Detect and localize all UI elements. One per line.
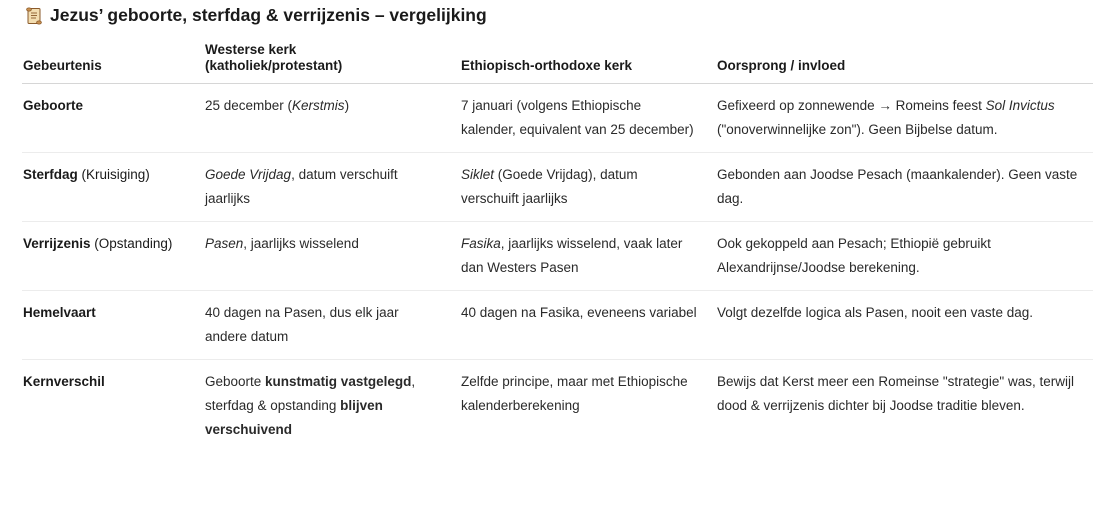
ethiopian-text: Zelfde principe, maar met Ethiopische kalenderberekening bbox=[461, 374, 688, 413]
cell-western bbox=[204, 222, 460, 291]
western-text: 40 dagen na Pasen, dus elk jaar andere datum bbox=[205, 305, 399, 344]
ethiopian-emphasis: Fasika bbox=[461, 236, 501, 251]
header-event: Gebeurtenis bbox=[22, 40, 204, 84]
cell-event bbox=[22, 291, 204, 360]
event-subtitle: (Opstanding) bbox=[90, 236, 173, 251]
cell-event bbox=[22, 153, 204, 222]
western-emphasis: Kerstmis bbox=[292, 98, 345, 113]
cell-ethiopian bbox=[460, 291, 716, 360]
header-origin: Oorsprong / invloed bbox=[716, 40, 1093, 84]
comparison-table bbox=[22, 40, 1093, 452]
cell-western bbox=[204, 84, 460, 153]
table-row bbox=[22, 153, 1093, 222]
table-header-row bbox=[22, 40, 1093, 84]
cell-western bbox=[204, 360, 460, 453]
ethiopian-text: 7 januari (volgens Ethiopische kalender, equivalent van 25 december) bbox=[461, 98, 694, 137]
cell-ethiopian bbox=[460, 360, 716, 453]
origin-text: Gefixeerd op zonnewende → Romeins feest bbox=[717, 98, 986, 113]
event-name: Geboorte bbox=[23, 98, 84, 113]
cell-ethiopian bbox=[460, 84, 716, 153]
origin-text: Gebonden aan Joodse Pesach (maankalender). Geen vaste dag. bbox=[717, 167, 1078, 206]
western-emphasis: Pasen bbox=[205, 236, 244, 251]
page-title-text: Jezus’ geboorte, sterfdag & verrijzenis – vergelijking bbox=[50, 5, 487, 25]
origin-text: Ook gekoppeld aan Pesach; Ethiopië gebruikt Alexandrijnse/Joodse berekening. bbox=[717, 236, 991, 275]
cell-origin bbox=[716, 153, 1093, 222]
cell-ethiopian bbox=[460, 153, 716, 222]
cell-origin bbox=[716, 84, 1093, 153]
western-text-mid: , sterfdag & opstanding bbox=[205, 374, 416, 413]
scroll-icon bbox=[24, 6, 44, 26]
header-ethiopian-church: Ethiopisch-orthodoxe kerk bbox=[460, 40, 716, 84]
cell-origin bbox=[716, 291, 1093, 360]
table-row bbox=[22, 222, 1093, 291]
header-western-line2: (katholiek/protestant) bbox=[205, 58, 343, 73]
cell-event bbox=[22, 84, 204, 153]
cell-western bbox=[204, 291, 460, 360]
origin-text: Bewijs dat Kerst meer een Romeinse "strategie" was, terwijl dood & verrijzenis dichter bij Joodse traditie bleven. bbox=[717, 374, 1074, 413]
table-row bbox=[22, 291, 1093, 360]
origin-text-end: ("onoverwinnelijke zon"). Geen Bijbelse datum. bbox=[717, 122, 998, 137]
event-name: Hemelvaart bbox=[23, 305, 96, 320]
header-western-church bbox=[204, 40, 460, 84]
western-text: , jaarlijks wisselend bbox=[243, 236, 359, 251]
header-western-line1: Westerse kerk bbox=[205, 42, 297, 57]
western-text: , datum verschuift jaarlijks bbox=[205, 167, 398, 206]
cell-origin bbox=[716, 360, 1093, 453]
event-name: Sterfdag bbox=[23, 167, 78, 182]
western-text-end: ) bbox=[344, 98, 350, 113]
ethiopian-text: 40 dagen na Fasika, eveneens variabel bbox=[461, 305, 697, 320]
table-row bbox=[22, 360, 1093, 453]
page-title bbox=[24, 5, 487, 26]
ethiopian-text: (Goede Vrijdag), datum verschuift jaarlijks bbox=[461, 167, 638, 206]
origin-emphasis: Sol Invictus bbox=[985, 98, 1055, 113]
cell-event bbox=[22, 360, 204, 453]
western-bold-1: kunstmatig vastgelegd bbox=[265, 374, 412, 389]
event-name: Verrijzenis bbox=[23, 236, 91, 251]
cell-origin bbox=[716, 222, 1093, 291]
ethiopian-text: , jaarlijks wisselend, vaak later dan Westers Pasen bbox=[461, 236, 683, 275]
cell-western bbox=[204, 153, 460, 222]
western-text: 25 december ( bbox=[205, 98, 293, 113]
cell-ethiopian bbox=[460, 222, 716, 291]
origin-text: Volgt dezelfde logica als Pasen, nooit een vaste dag. bbox=[717, 305, 1033, 320]
western-emphasis: Goede Vrijdag bbox=[205, 167, 292, 182]
ethiopian-emphasis: Siklet bbox=[461, 167, 495, 182]
cell-event bbox=[22, 222, 204, 291]
western-bold-2: blijven verschuivend bbox=[205, 398, 383, 437]
event-name: Kernverschil bbox=[23, 374, 105, 389]
event-subtitle: (Kruisiging) bbox=[77, 167, 150, 182]
western-text: Geboorte bbox=[205, 374, 266, 389]
table-row bbox=[22, 84, 1093, 153]
